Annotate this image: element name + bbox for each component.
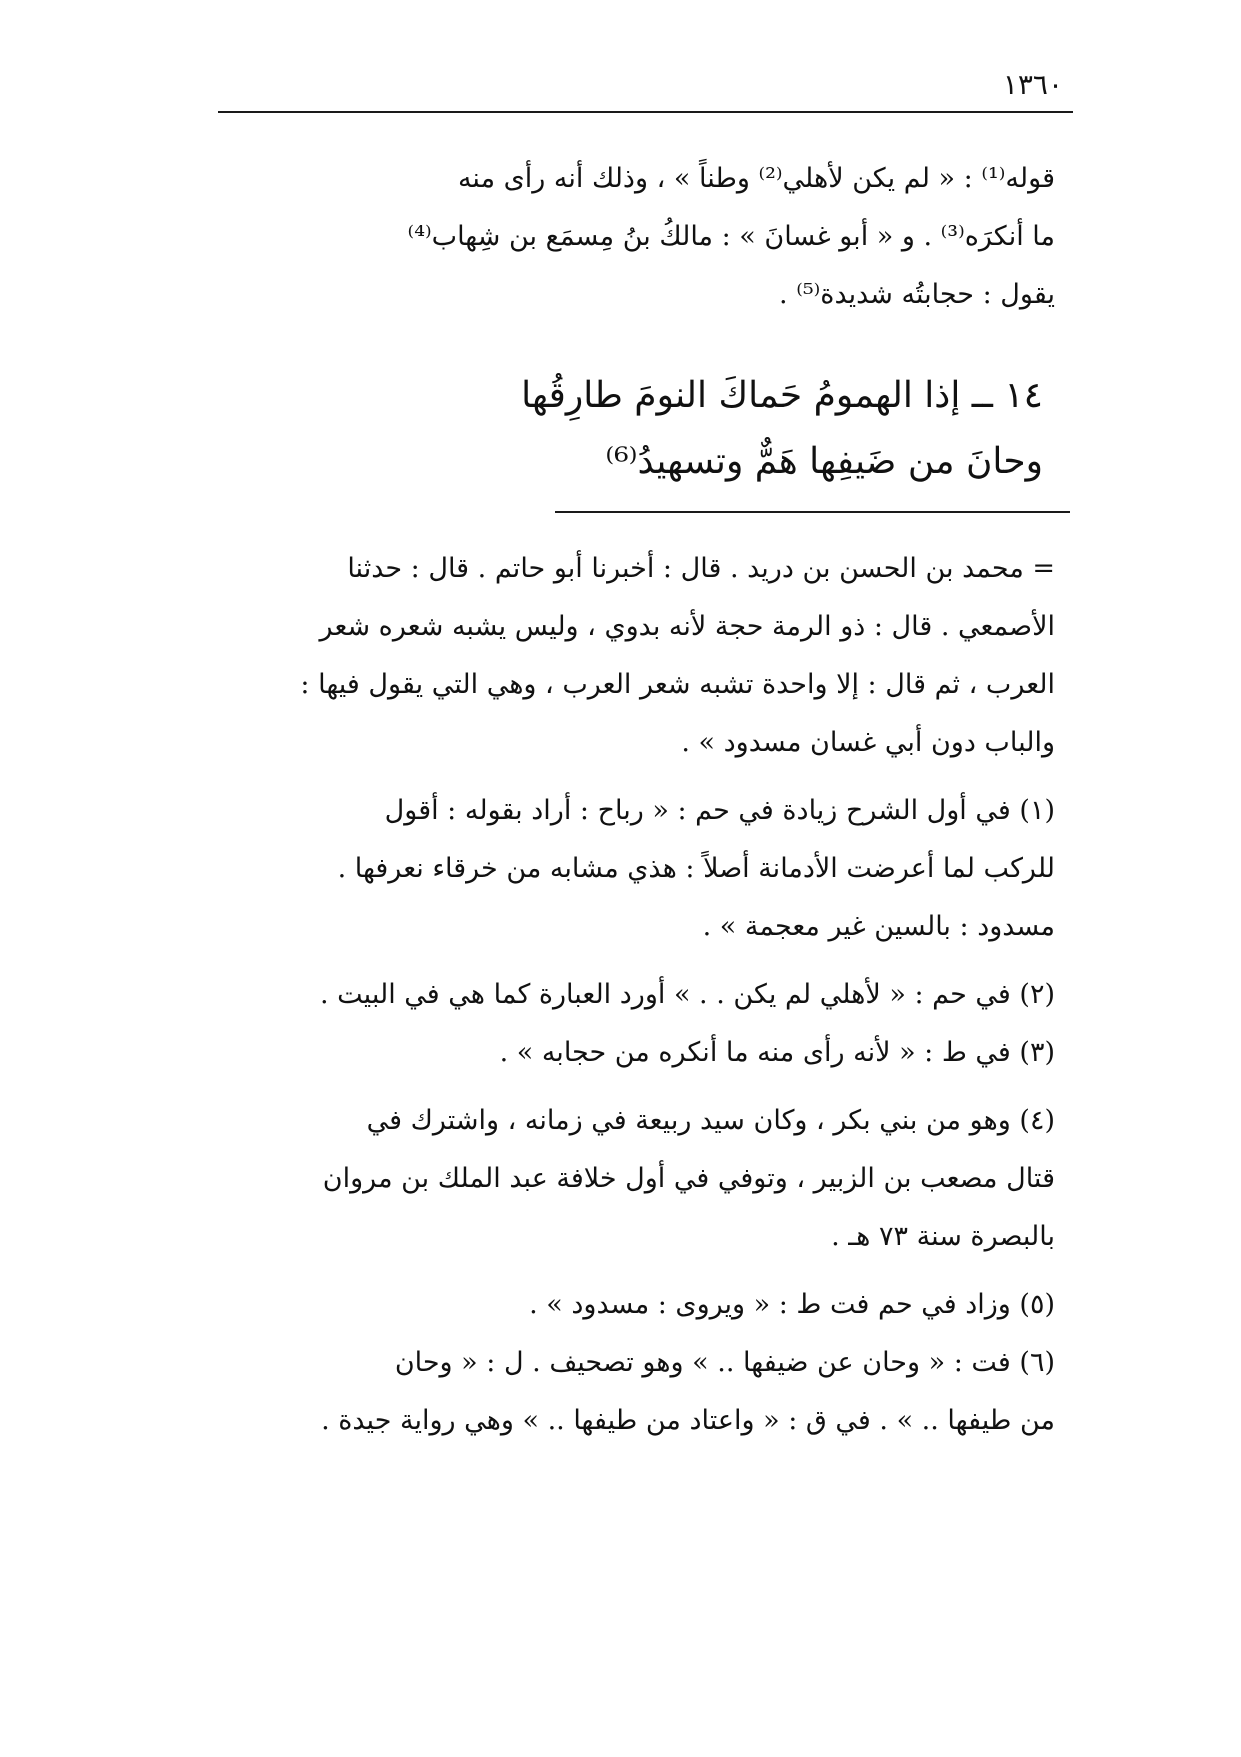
footnote-gap	[235, 772, 1055, 782]
footnote-line: بالبصرة سنة ٧٣ هـ .	[831, 1221, 1055, 1252]
footnote-gap	[235, 956, 1055, 966]
footnote-line: والباب دون أبي غسان مسدود » .	[681, 727, 1055, 758]
commentary-line: يقول : حجابتُه شديدة⁽⁵⁾ .	[779, 279, 1055, 310]
footnote-line: (١) في أول الشرح زيادة في حم : « رباح : أراد بقوله : أقول	[384, 795, 1055, 826]
footnote-line: قتال مصعب بن الزبير ، وتوفي في أول خلافة عبد الملك بن مروان	[322, 1163, 1055, 1194]
footnotes	[235, 540, 1055, 1450]
footnote-line: (٣) في ط : « لأنه رأى منه ما أنكره من حجابه » .	[499, 1037, 1055, 1068]
footnote-line: من طيفها .. » . في ق : « واعتاد من طيفها .. » وهي رواية جيدة .	[321, 1405, 1055, 1436]
footnote-line: = محمد بن الحسن بن دريد . قال : أخبرنا أبو حاتم . قال : حدثنا	[347, 553, 1055, 584]
footnote-line: العرب ، ثم قال : إلا واحدة تشبه شعر العرب ، وهي التي يقول فيها :	[300, 669, 1055, 700]
commentary-text	[235, 150, 1055, 324]
footnote-line: للركب لما أعرضت الأدمانة أصلاً : هذي مشابه من خرقاء نعرفها .	[337, 853, 1055, 884]
footnote-line: (٢) في حم : « لأهلي لم يكن . . » أورد العبارة كما هي في البيت .	[320, 979, 1055, 1010]
verse-line: وحانَ من ضَيفِها هَمٌّ وتسهيدُ⁽⁶⁾	[605, 441, 1043, 482]
top-rule	[218, 111, 1073, 113]
footnote-gap	[235, 1082, 1055, 1092]
commentary-line: ما أنكرَه⁽³⁾ . و « أبو غسانَ » : مالكُ بنُ مِسمَع بن شِهاب⁽⁴⁾	[407, 221, 1055, 252]
footnote-gap	[235, 1266, 1055, 1276]
footnote-separator	[555, 511, 1070, 513]
footnote-line: (٥) وزاد في حم فت ط : « ويروى : مسدود » .	[529, 1289, 1055, 1320]
page-number: ١٣٦٠	[1002, 68, 1063, 101]
commentary-line: قوله⁽¹⁾ : « لم يكن لأهلي⁽²⁾ وطناً » ، وذلك أنه رأى منه	[457, 163, 1055, 194]
footnote-line: مسدود : بالسين غير معجمة » .	[702, 911, 1055, 942]
footnote-line: (٤) وهو من بني بكر ، وكان سيد ربيعة في زمانه ، واشترك في	[366, 1105, 1055, 1136]
footnote-line: (٦) فت : « وحان عن ضيفها .. » وهو تصحيف . ل : « وحان	[394, 1347, 1055, 1378]
verse-line: ١٤ ــ إذا الهمومُ حَماكَ النومَ طارِقُها	[521, 375, 1043, 416]
footnote-line: الأصمعي . قال : ذو الرمة حجة لأنه بدوي ، وليس يشبه شعره شعر	[319, 611, 1055, 642]
poem-verse	[423, 363, 1043, 495]
